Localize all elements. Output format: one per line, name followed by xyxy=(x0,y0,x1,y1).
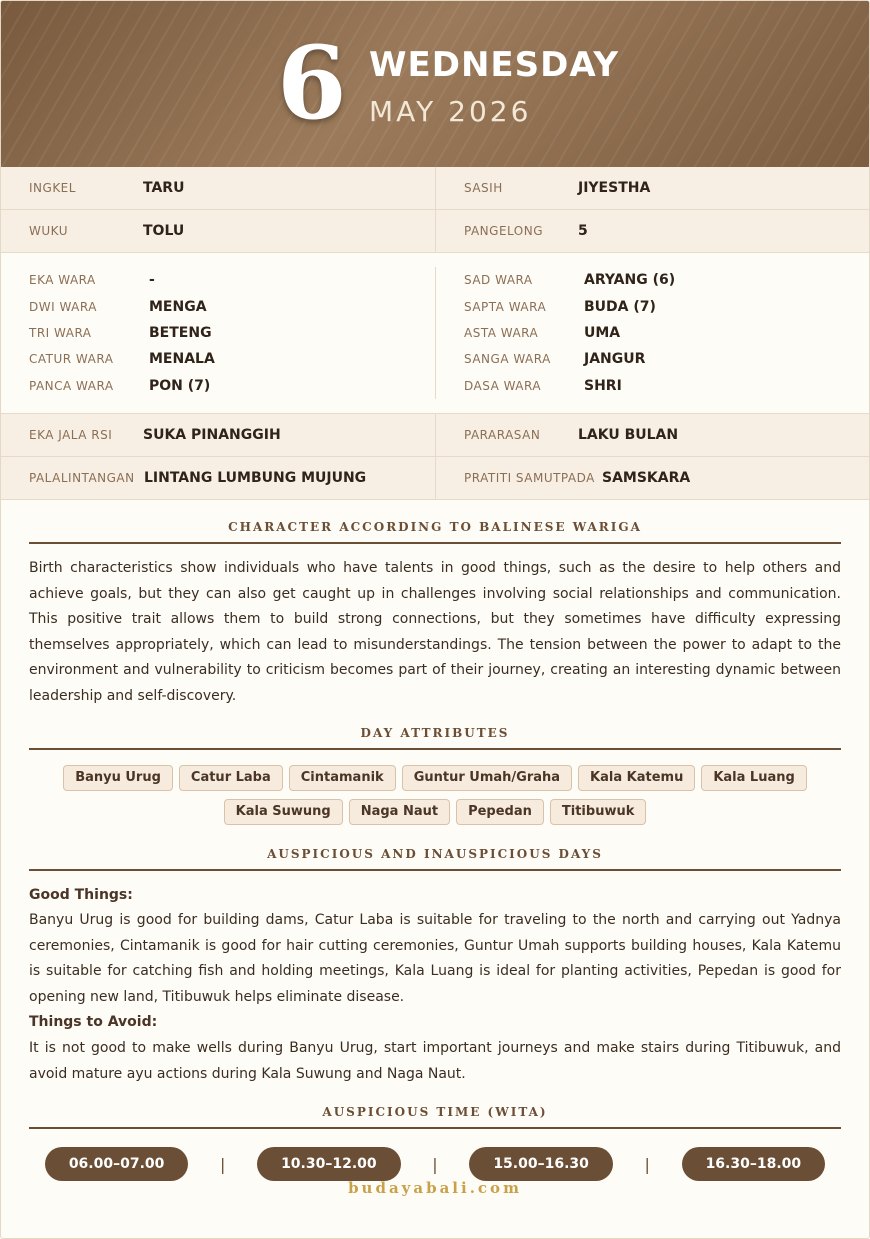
info-value: JIYESTHA xyxy=(578,180,651,196)
info-label: PARARASAN xyxy=(464,427,541,442)
info-cell xyxy=(435,210,869,252)
wara-value: MENALA xyxy=(149,351,215,368)
info-row-ingkel-sasih xyxy=(1,167,869,210)
attribute-tag: Banyu Urug xyxy=(63,765,173,791)
wara-label: SANGA WARA xyxy=(464,352,551,367)
time-separator: | xyxy=(432,1154,438,1174)
wara-label: SAD WARA xyxy=(464,273,533,288)
attributes-section-title: DAY ATTRIBUTES xyxy=(29,710,841,750)
info-cell xyxy=(435,414,869,456)
day-name: WEDNESDAY xyxy=(369,45,620,85)
wara-value: - xyxy=(149,272,155,289)
month-year: MAY 2026 xyxy=(369,95,532,128)
info-label: SASIH xyxy=(464,181,503,195)
wara-value: BETENG xyxy=(149,324,212,341)
info-label: INGKEL xyxy=(29,181,76,195)
info-label: PANGELONG xyxy=(464,224,544,238)
info-value: SUKA PINANGGIH xyxy=(143,426,281,443)
info-cell xyxy=(435,457,869,499)
info-cell xyxy=(435,167,869,209)
info-row-ekajala-pararasan xyxy=(1,414,869,457)
info-value: LAKU BULAN xyxy=(578,426,679,443)
info-cell xyxy=(1,414,435,456)
attribute-tag: Pepedan xyxy=(456,799,544,825)
info-label: PRATITI SAMUTPADA xyxy=(464,470,595,485)
attribute-tags xyxy=(29,765,841,825)
info-value: LINTANG LUMBUNG MUJUNG xyxy=(144,469,367,486)
attribute-tag: Titibuwuk xyxy=(550,799,646,825)
info-value: 5 xyxy=(578,223,588,239)
wara-label: TRI WARA xyxy=(29,325,92,340)
day-number: 6 xyxy=(277,24,347,142)
info-value: SAMSKARA xyxy=(602,469,691,486)
times-section-title: AUSPICIOUS TIME (WITA) xyxy=(29,1087,841,1129)
wara-label: PANCA WARA xyxy=(29,378,114,393)
wara-value: JANGUR xyxy=(584,351,646,368)
good-things-heading: Good Things: xyxy=(29,886,133,903)
wara-column-right xyxy=(435,267,869,399)
info-label: EKA JALA RSI xyxy=(29,427,113,442)
time-slot: 06.00–07.00 xyxy=(45,1147,189,1181)
wara-row xyxy=(29,346,435,372)
info-cell xyxy=(1,167,435,209)
time-slot: 10.30–12.00 xyxy=(257,1147,401,1181)
info-row-wuku-pangelong xyxy=(1,210,869,253)
wara-label: DASA WARA xyxy=(464,378,542,393)
wara-row xyxy=(464,373,869,399)
info-label: WUKU xyxy=(29,224,68,238)
wara-row xyxy=(29,373,435,399)
wara-row xyxy=(464,346,869,372)
attribute-tag: Guntur Umah/Graha xyxy=(402,765,572,791)
wara-value: SHRI xyxy=(584,377,622,394)
things-to-avoid-heading: Things to Avoid: xyxy=(29,1014,158,1031)
auspicious-times xyxy=(29,1147,841,1181)
wara-row xyxy=(464,320,869,346)
wara-value: PON (7) xyxy=(149,377,211,394)
attribute-tag: Kala Katemu xyxy=(578,765,695,791)
time-slot: 16.30–18.00 xyxy=(682,1147,826,1181)
good-things-text: Banyu Urug is good for building dams, Catur Laba is suitable for traveling to the north and carrying out Yadnya ceremonies, Cintamanik is good for hair cutting ceremonies, Guntur Umah supports building houses, Kala Katemu is suitable for catching fish and holding meetings, Kala Luang is ideal for planting activities, Pepedan is good for opening new land, Titibuwuk helps eliminate disease. xyxy=(29,912,841,1005)
info-label: PALALINTANGAN xyxy=(29,470,135,485)
attribute-tag: Kala Suwung xyxy=(224,799,343,825)
character-section-title: CHARACTER ACCORDING TO BALINESE WARIGA xyxy=(29,500,841,544)
wara-label: ASTA WARA xyxy=(464,325,539,340)
time-slot: 15.00–16.30 xyxy=(469,1147,613,1181)
attribute-tag: Kala Luang xyxy=(701,765,806,791)
days-section-title: AUSPICIOUS AND INAUSPICIOUS DAYS xyxy=(29,825,841,871)
wara-row xyxy=(464,293,869,319)
wara-table xyxy=(1,253,869,414)
attribute-tag: Cintamanik xyxy=(289,765,396,791)
info-cell xyxy=(1,210,435,252)
date-header xyxy=(1,1,869,167)
attribute-tag: Catur Laba xyxy=(179,765,283,791)
wara-column-left xyxy=(1,267,435,399)
time-separator: | xyxy=(644,1154,650,1174)
wara-value: MENGA xyxy=(149,298,207,315)
wara-row xyxy=(464,267,869,293)
wara-value: ARYANG (6) xyxy=(584,272,676,289)
wara-label: DWI WARA xyxy=(29,299,97,314)
info-value: TOLU xyxy=(143,223,185,239)
time-separator: | xyxy=(220,1154,226,1174)
wara-value: UMA xyxy=(584,324,621,341)
wara-label: SAPTA WARA xyxy=(464,299,547,314)
info-value: TARU xyxy=(143,180,185,196)
wara-label: EKA WARA xyxy=(29,273,96,288)
wara-row xyxy=(29,267,435,293)
footer-website: budayabali.com xyxy=(348,1179,522,1197)
attribute-tag: Naga Naut xyxy=(349,799,450,825)
wara-value: BUDA (7) xyxy=(584,298,656,315)
info-row-palalintangan-pratiti xyxy=(1,457,869,500)
info-cell xyxy=(1,457,435,499)
wara-label: CATUR WARA xyxy=(29,352,114,367)
wara-row xyxy=(29,293,435,319)
wara-row xyxy=(29,320,435,346)
days-content xyxy=(29,883,841,1088)
character-text: Birth characteristics show individuals who have talents in good things, such as the desire to help others and achieve goals, but they can also get caught up in challenges involving social relationships and communication. This positive trait allows them to build strong connections, but they sometimes have difficulty expressing themselves appropriately, which can lead to misunderstandings. The tension between the power to adapt to the environment and vulnerability to criticism becomes part of their journey, creating an interesting dynamic between leadership and self-discovery. xyxy=(29,559,841,704)
things-to-avoid-text: It is not good to make wells during Banyu Urug, start important journeys and make stairs during Titibuwuk, and avoid mature ayu actions during Kala Suwung and Naga Naut. xyxy=(29,1040,841,1082)
